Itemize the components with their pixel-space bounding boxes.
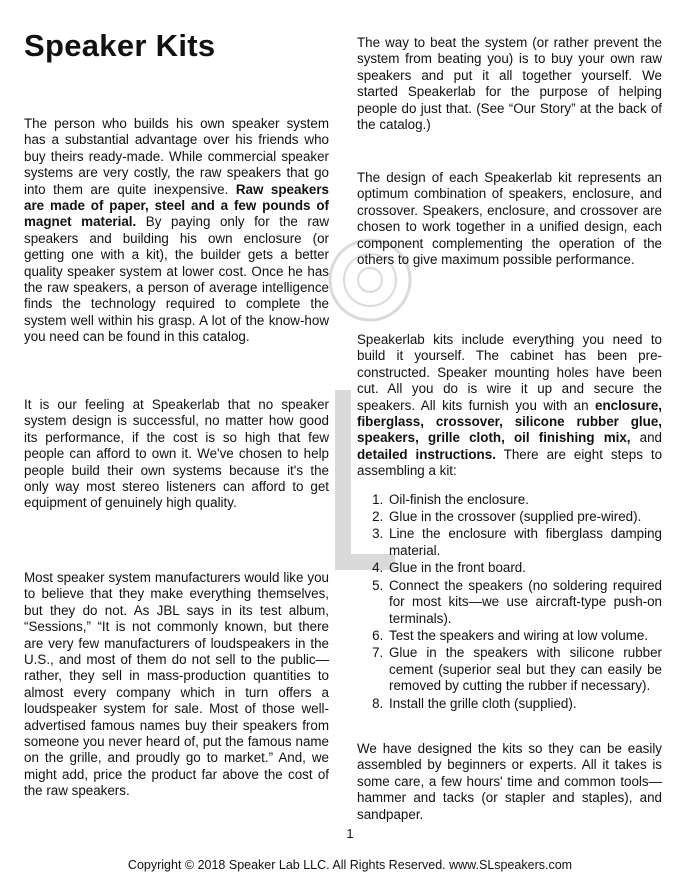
assembly-steps-list — [357, 492, 662, 712]
paragraph-text: The design of each Speakerlab kit represents an optimum combination of speakers, enclosure, and crossover. Speakers, enclosure, and crossover are chosen to work together in a unified design, each component complementing the operation of the others to give maximum possible performance. — [357, 170, 662, 268]
paragraph-text: The way to beat the system (or rather prevent the system from beating you) is to buy your own raw speakers and put it all together yourself. We started Speakerlab for the purpose of helping people do just that. (See “Our Story” at the back of the catalog.) — [357, 35, 662, 133]
bold-text-run: Raw speakers are made of paper, steel and a few pounds of magnet material. — [24, 181, 329, 230]
text-run: There are eight steps to assembling a kit: — [357, 446, 663, 479]
right-paragraph-3 — [357, 332, 662, 713]
left-paragraph-3 — [24, 570, 329, 800]
right-paragraph-1 — [357, 35, 662, 133]
bold-text-run: detailed instructions. — [357, 446, 496, 462]
paragraph-text: Most speaker system manufacturers would like you to believe that they make everything themselves, but they do not. As JBL says in its test album, “Sessions,” “It is not commonly known, but there are very few manufacturers of loudspeakers in the U.S., and most of them do not sell to the public—rather, they sell in mass-production quantities to almost every company which in turn offers a loudspeaker system for sale. Most of those well-advertised famous names buy their speakers from someone you never heard of, put the famous name on the grille, and proudly go to market.” And, we might add, price the product far above the cost of the raw speakers. — [24, 570, 329, 799]
list-item: 7. Glue in the speakers with silicone rubber cement (superior seal but they can easily be removed by cutting the rubber if necessary). — [387, 645, 662, 694]
list-item: 1. Oil-finish the enclosure. — [387, 492, 662, 508]
copyright-footer: Copyright © 2018 Speaker Lab LLC. All Rights Reserved. www.SLspeakers.com — [127, 858, 573, 872]
left-paragraph-1 — [24, 116, 329, 346]
page-number: 1 — [346, 826, 354, 841]
bold-text-run: enclosure, fiberglass, crossover, silicone rubber glue, speakers, grille cloth, oil finishing mix, — [357, 397, 662, 446]
list-item: 6. Test the speakers and wiring at low volume. — [387, 628, 662, 644]
text-run: Speakerlab kits include everything you need to build it yourself. The cabinet has been pre-constructed. Speaker mounting holes have been cut. All you do is wire it up and secure the speakers. All kits furnish you with an — [357, 332, 662, 413]
text-run: The person who builds his own speaker system has a substantial advantage over his friends who buy theirs ready-made. While commercial speaker systems are very costly, the raw speakers that go into them are quite inexpensive. — [24, 116, 329, 197]
page-title: Speaker Kits — [24, 28, 216, 63]
right-paragraph-4 — [357, 741, 662, 823]
list-item: 2. Glue in the crossover (supplied pre-wired). — [387, 509, 662, 525]
paragraph-text: It is our feeling at Speakerlab that no speaker system design is successful, no matter how good its performance, if the cost is so high that few people can afford to own it. We've chosen to help people build their own systems because it's the only way most stereo listeners can afford to get equipment of genuinely high quality. — [24, 397, 329, 511]
list-item: 3. Line the enclosure with fiberglass damping material. — [387, 526, 662, 559]
left-paragraph-2 — [24, 397, 329, 512]
text-run: and — [630, 430, 662, 446]
text-run: By paying only for the raw speakers and building his own enclosure (or getting one with a kit), the builder gets a better quality speaker system at lower cost. Once he has the raw speakers, a person of average intelligence finds the technology required to complete the system well within his grasp. A lot of the know-how you need can be found in this catalog. — [24, 214, 329, 345]
right-paragraph-2 — [357, 170, 662, 268]
paragraph-text: We have designed the kits so they can be easily assembled by beginners or experts. All it takes is some care, a few hours' time and common tools—hammer and tacks (or stapler and staples), and sandpaper. — [357, 741, 662, 822]
list-item: 5. Connect the speakers (no soldering required for most kits—we use aircraft-type push-on terminals). — [387, 578, 662, 627]
list-item: 4. Glue in the front board. — [387, 560, 662, 576]
list-item: 8. Install the grille cloth (supplied). — [387, 696, 662, 712]
